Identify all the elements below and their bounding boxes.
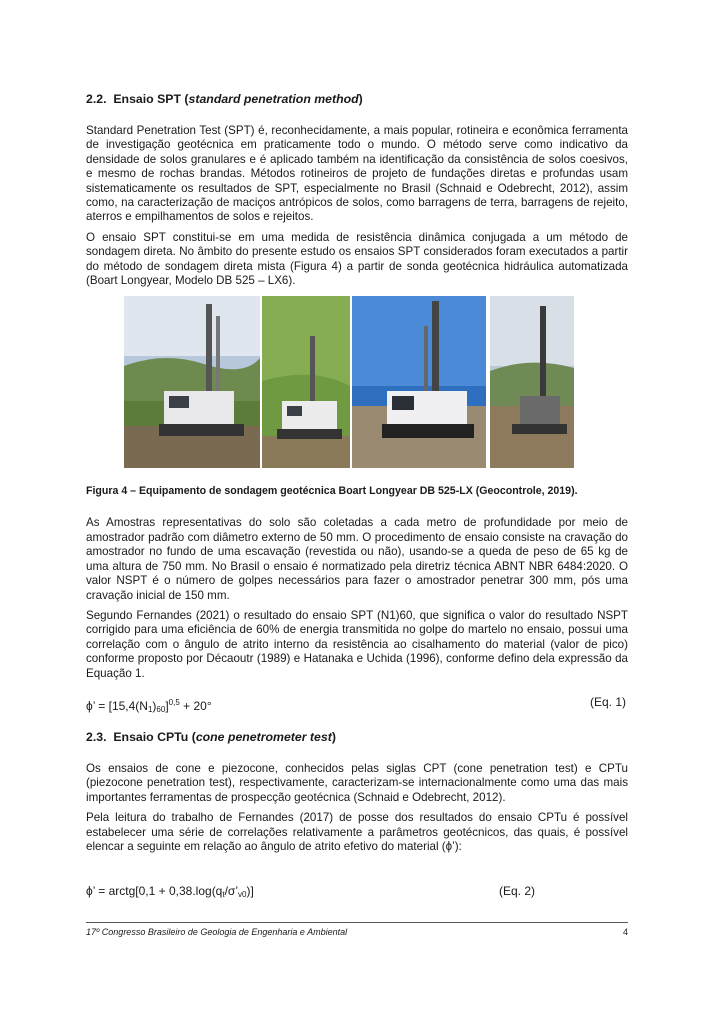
section-title: Ensaio CPTu ( <box>113 729 196 744</box>
eq1-mid: ) <box>152 698 157 713</box>
footer-rule <box>86 922 628 923</box>
eq1-sub1: 1 <box>147 704 153 714</box>
section-title-italic: standard penetration method <box>188 92 359 106</box>
paragraph: Segundo Fernandes (2021) o resultado do ensaio SPT (N1)60, que significa o valor do resultado NSPT corrigido para uma eficiência de 60% de energia transmitida no golpe do martelo no ensaio, possui uma correlação com o ângulo de atrito interno da resistência ao cisalhamento do material (valor de pico) conforme proposto por Décaoutr (1989) e Hatanaka e Uchida (1996), conforme defino dela expressão da Equação 1. <box>86 608 628 680</box>
section-number: 2.3. <box>86 729 107 744</box>
eq2-lhs: ϕ’ = arctg[0,1 + 0,38.log(q <box>86 884 223 899</box>
eq1-sub2: 60 <box>156 704 166 714</box>
eq1-sup: 0,5 <box>168 697 180 707</box>
section-heading-2-3 <box>86 730 628 745</box>
equation-1 <box>86 694 628 714</box>
section-heading-2-2 <box>86 92 628 107</box>
paragraph: Standard Penetration Test (SPT) é, reconhecidamente, a mais popular, rotineira e econômica ferramenta de investigação geotécnica em praticamente todo o mundo. O método serve como indicativo da densidade de solos granulares e é aplicado também na identificação da consistência de solos coesivos, e mesmo de rochas brandas. Métodos rotineiros de projeto de fundações diretas e profundas usam sistematicamente os resultados de SPT, especialmente no Brasil (Schnaid e Odebrecht, 2012), assim como, na caracterização de maciços antrópicos de solos, como barragens de terra, barragens de rejeito, aterros e empilhamentos de solos e rejeitos. <box>86 124 628 224</box>
section-title-close: ) <box>331 729 336 744</box>
footer-text: 17º Congresso Brasileiro de Geologia de Engenharia e Ambiental <box>86 927 348 937</box>
drill-rig-photo-3 <box>352 296 486 468</box>
eq2-sub1: t <box>222 890 225 900</box>
figure-caption: Figura 4 – Equipamento de sondagem geotécnica Boart Longyear DB 525-LX (Geocontrole, 2019). <box>86 485 578 498</box>
paragraph: O ensaio SPT constitui-se em uma medida de resistência dinâmica conjugada a um método de sondagem direta. No âmbito do presente estudo os ensaios SPT considerados foram executados a partir do método de sondagem direta mista (Figura 4) a partir de sonda geotécnica hidráulica automatizada (Boart Longyear, Modelo DB 525 – LX6). <box>86 230 628 288</box>
equation-2 <box>86 884 628 899</box>
eq1-label: (Eq. 1) <box>589 694 626 709</box>
figure-4-photos <box>124 296 574 468</box>
drill-rig-photo-2 <box>262 296 350 468</box>
page-number: 4 <box>622 927 628 937</box>
eq1-lhs: ϕ’ = [15,4(N <box>86 698 148 713</box>
paragraph: Pela leitura do trabalho de Fernandes (2017) de posse dos resultados do ensaio CPTu é possível estabelecer uma série de correlações relativamente a parâmetros geotécnicos, das quais, é possível elencar a seguinte em relação ao ângulo de atrito efetivo do material (ϕ’): <box>86 811 628 853</box>
eq1-mid2: ] <box>165 698 169 713</box>
section-title: Ensaio SPT ( <box>113 92 189 106</box>
section-title-close: ) <box>358 92 363 106</box>
section-number: 2.2. <box>86 92 107 106</box>
paragraph: As Amostras representativas do solo são coletadas a cada metro de profundidade por meio de amostrador padrão com diâmetro externo de 50 mm. O procedimento de ensaio consiste na cravação do amostrador no fundo de uma escavação (revestida ou não), usando-se a queda de peso de 65 kg de uma altura de 750 mm. No Brasil o ensaio é normatizado pela diretriz técnica ABNT NBR 6484:2020. O valor NSPT é o número de golpes necessários para fazer o amostrador penetrar 300 mm, pós uma cravação inicial de 150 mm. <box>86 516 628 602</box>
page-body <box>86 92 628 899</box>
drill-rig-photo-1 <box>124 296 260 468</box>
section-title-italic: cone penetrometer test <box>195 729 332 744</box>
eq2-mid: /σ’ <box>224 884 238 899</box>
page-footer <box>86 927 628 938</box>
eq1-rhs: + 20° <box>179 698 212 713</box>
eq2-rhs: )] <box>246 884 254 899</box>
paragraph: Os ensaios de cone e piezocone, conhecidos pelas siglas CPT (cone penetration test) e CPTu (piezocone penetration test), respectivamente, caracterizam-se internacionalmente como uma das mais importantes ferramentas de prospecção geotécnica (Schnaid e Odebrecht, 2012). <box>86 761 628 804</box>
eq2-sub2: v0 <box>238 890 247 900</box>
eq2-label: (Eq. 2) <box>499 884 536 899</box>
drill-rig-photo-4 <box>490 296 574 468</box>
